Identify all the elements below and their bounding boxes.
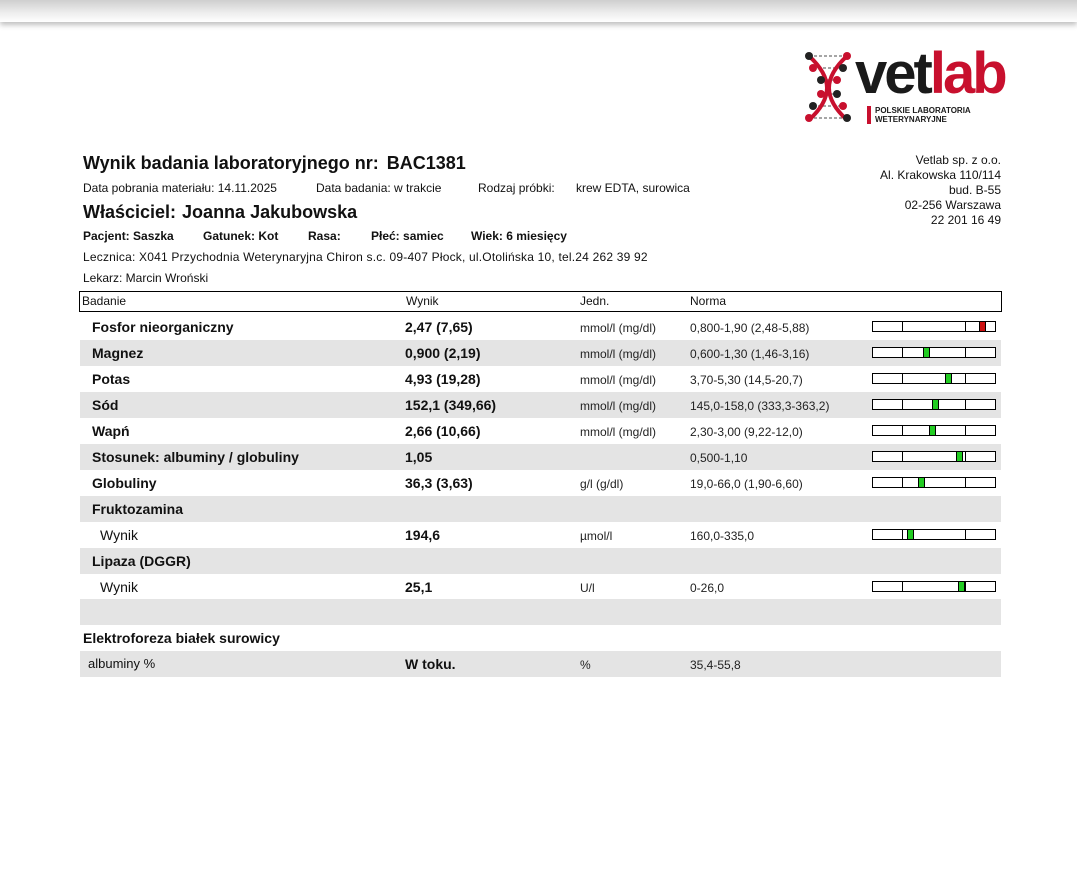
company-name: Vetlab sp. z o.o. [915, 153, 1001, 167]
reference-range-gauge [872, 581, 996, 592]
gauge-upper-tick [965, 582, 966, 591]
test-norm: 145,0-158,0 (333,3-363,2) [690, 399, 830, 413]
gauge-marker [929, 426, 936, 435]
dna-helix-icon [803, 48, 863, 128]
test-norm: 0,600-1,30 (1,46-3,16) [690, 347, 810, 361]
reference-range-gauge [872, 321, 996, 332]
gauge-marker [958, 582, 965, 591]
table-row [80, 496, 1001, 522]
patient-name: Pacjent: Saszka [83, 229, 174, 243]
test-result: 152,1 (349,66) [405, 397, 497, 413]
gauge-lower-tick [902, 426, 903, 435]
test-name: Globuliny [92, 475, 157, 491]
gauge-upper-tick [965, 348, 966, 357]
gauge-lower-tick [902, 452, 903, 461]
gauge-marker [918, 478, 925, 487]
company-city: 02-256 Warszawa [904, 198, 1001, 212]
top-shadow-bar [0, 0, 1077, 22]
patient-breed: Rasa: [308, 229, 341, 243]
electro-result: W toku. [405, 656, 456, 672]
gauge-upper-tick [965, 478, 966, 487]
gauge-marker [956, 452, 963, 461]
electrophoresis-title: Elektroforeza białek surowicy [83, 630, 280, 646]
test-norm: 2,30-3,00 (9,22-12,0) [690, 425, 803, 439]
test-result: 36,3 (3,63) [405, 475, 473, 491]
reference-range-gauge [872, 399, 996, 410]
test-name: Stosunek: albuminy / globuliny [92, 449, 299, 465]
electro-test-name: albuminy % [88, 656, 156, 671]
gauge-upper-tick [965, 374, 966, 383]
reference-range-gauge [872, 373, 996, 384]
test-unit: g/l (g/dl) [580, 477, 624, 491]
test-name: Fosfor nieorganiczny [92, 319, 234, 335]
owner-name: Joanna Jakubowska [182, 202, 358, 222]
gauge-marker [979, 322, 986, 331]
gauge-lower-tick [902, 530, 903, 539]
test-name: Wynik [100, 579, 138, 595]
header-result: Wynik [406, 294, 439, 308]
reference-range-gauge [872, 425, 996, 436]
test-name: Sód [92, 397, 119, 413]
report-number: BAC1381 [386, 153, 466, 173]
test-result: 0,900 (2,19) [405, 345, 481, 361]
test-name: Magnez [92, 345, 144, 361]
table-row [80, 470, 1001, 496]
gauge-upper-tick [965, 322, 966, 331]
table-row [80, 548, 1001, 574]
logo-tagline: POLSKIE LABORATORIA WETERYNARYJNE [867, 106, 971, 124]
table-row [80, 522, 1001, 548]
test-name: Wapń [92, 423, 130, 439]
electro-unit: % [580, 658, 591, 672]
gauge-lower-tick [902, 478, 903, 487]
table-row [80, 392, 1001, 418]
clinic-info: Lecznica: X041 Przychodnia Weterynaryjna Chiron s.c. 09-407 Płock, ul.Otolińska 10, tel.24 262 39 92 [83, 250, 648, 264]
vetlab-logo [803, 41, 1005, 128]
test-result: 25,1 [405, 579, 433, 595]
test-norm: 0-26,0 [690, 581, 725, 595]
test-unit: mmol/l (mg/dl) [580, 399, 657, 413]
owner: Właściciel: Joanna Jakubowska [83, 202, 358, 222]
gauge-lower-tick [902, 582, 903, 591]
company-street: Al. Krakowska 110/114 [880, 168, 1001, 182]
table-row [80, 314, 1001, 340]
test-norm: 0,500-1,10 [690, 451, 748, 465]
test-result: 4,93 (19,28) [405, 371, 481, 387]
company-building: bud. B-55 [948, 183, 1001, 197]
header-test: Badanie [82, 294, 127, 308]
table-row [80, 340, 1001, 366]
table-row [80, 574, 1001, 600]
test-unit: mmol/l (mg/dl) [580, 347, 657, 361]
gauge-lower-tick [902, 348, 903, 357]
table-row [80, 444, 1001, 470]
gauge-lower-tick [902, 374, 903, 383]
electro-norm: 35,4-55,8 [690, 658, 741, 672]
test-name: Wynik [100, 527, 138, 543]
test-unit: mmol/l (mg/dl) [580, 425, 657, 439]
test-result: 1,05 [405, 449, 433, 465]
test-unit: µmol/l [580, 529, 613, 543]
reference-range-gauge [872, 529, 996, 540]
doctor-info: Lekarz: Marcin Wroński [83, 271, 209, 285]
test-date: Data badania: w trakcie [316, 181, 442, 195]
company-address [880, 153, 1001, 228]
reference-range-gauge [872, 451, 996, 462]
results-table-header [79, 291, 1002, 312]
electrophoresis-row [80, 651, 1001, 677]
table-row [80, 418, 1001, 444]
empty-row [80, 599, 1001, 625]
test-name: Fruktozamina [92, 501, 184, 517]
test-result: 2,47 (7,65) [405, 319, 473, 335]
gauge-marker [945, 374, 952, 383]
gauge-upper-tick [965, 530, 966, 539]
test-result: 194,6 [405, 527, 441, 543]
logo-wordmark: vetlab [855, 41, 1005, 106]
gauge-upper-tick [965, 400, 966, 409]
test-name: Potas [92, 371, 131, 387]
test-result: 2,66 (10,66) [405, 423, 481, 439]
reference-range-gauge [872, 477, 996, 488]
sample-date: Data pobrania materiału: 14.11.2025 [83, 181, 277, 195]
test-unit: mmol/l (mg/dl) [580, 321, 657, 335]
gauge-marker [923, 348, 930, 357]
test-norm: 0,800-1,90 (2,48-5,88) [690, 321, 810, 335]
company-phone: 22 201 16 49 [930, 213, 1001, 227]
test-norm: 160,0-335,0 [690, 529, 755, 543]
sample-type-label: Rodzaj próbki: [478, 181, 555, 195]
reference-range-gauge [872, 347, 996, 358]
gauge-upper-tick [965, 452, 966, 461]
sample-type: krew EDTA, surowica [576, 181, 690, 195]
patient-sex: Płeć: samiec [371, 229, 444, 243]
table-row [80, 366, 1001, 392]
test-norm: 3,70-5,30 (14,5-20,7) [690, 373, 803, 387]
test-unit: mmol/l (mg/dl) [580, 373, 657, 387]
test-unit: U/l [580, 581, 595, 595]
gauge-marker [907, 530, 914, 539]
test-norm: 19,0-66,0 (1,90-6,60) [690, 477, 803, 491]
header-norm: Norma [690, 294, 727, 308]
gauge-lower-tick [902, 322, 903, 331]
gauge-upper-tick [965, 426, 966, 435]
test-name: Lipaza (DGGR) [92, 553, 191, 569]
gauge-lower-tick [902, 400, 903, 409]
patient-age: Wiek: 6 miesięcy [471, 229, 567, 243]
patient-species: Gatunek: Kot [203, 229, 279, 243]
header-unit: Jedn. [580, 294, 610, 308]
gauge-marker [932, 400, 939, 409]
report-title: Wynik badania laboratoryjnego nr: BAC1381 [83, 153, 466, 173]
